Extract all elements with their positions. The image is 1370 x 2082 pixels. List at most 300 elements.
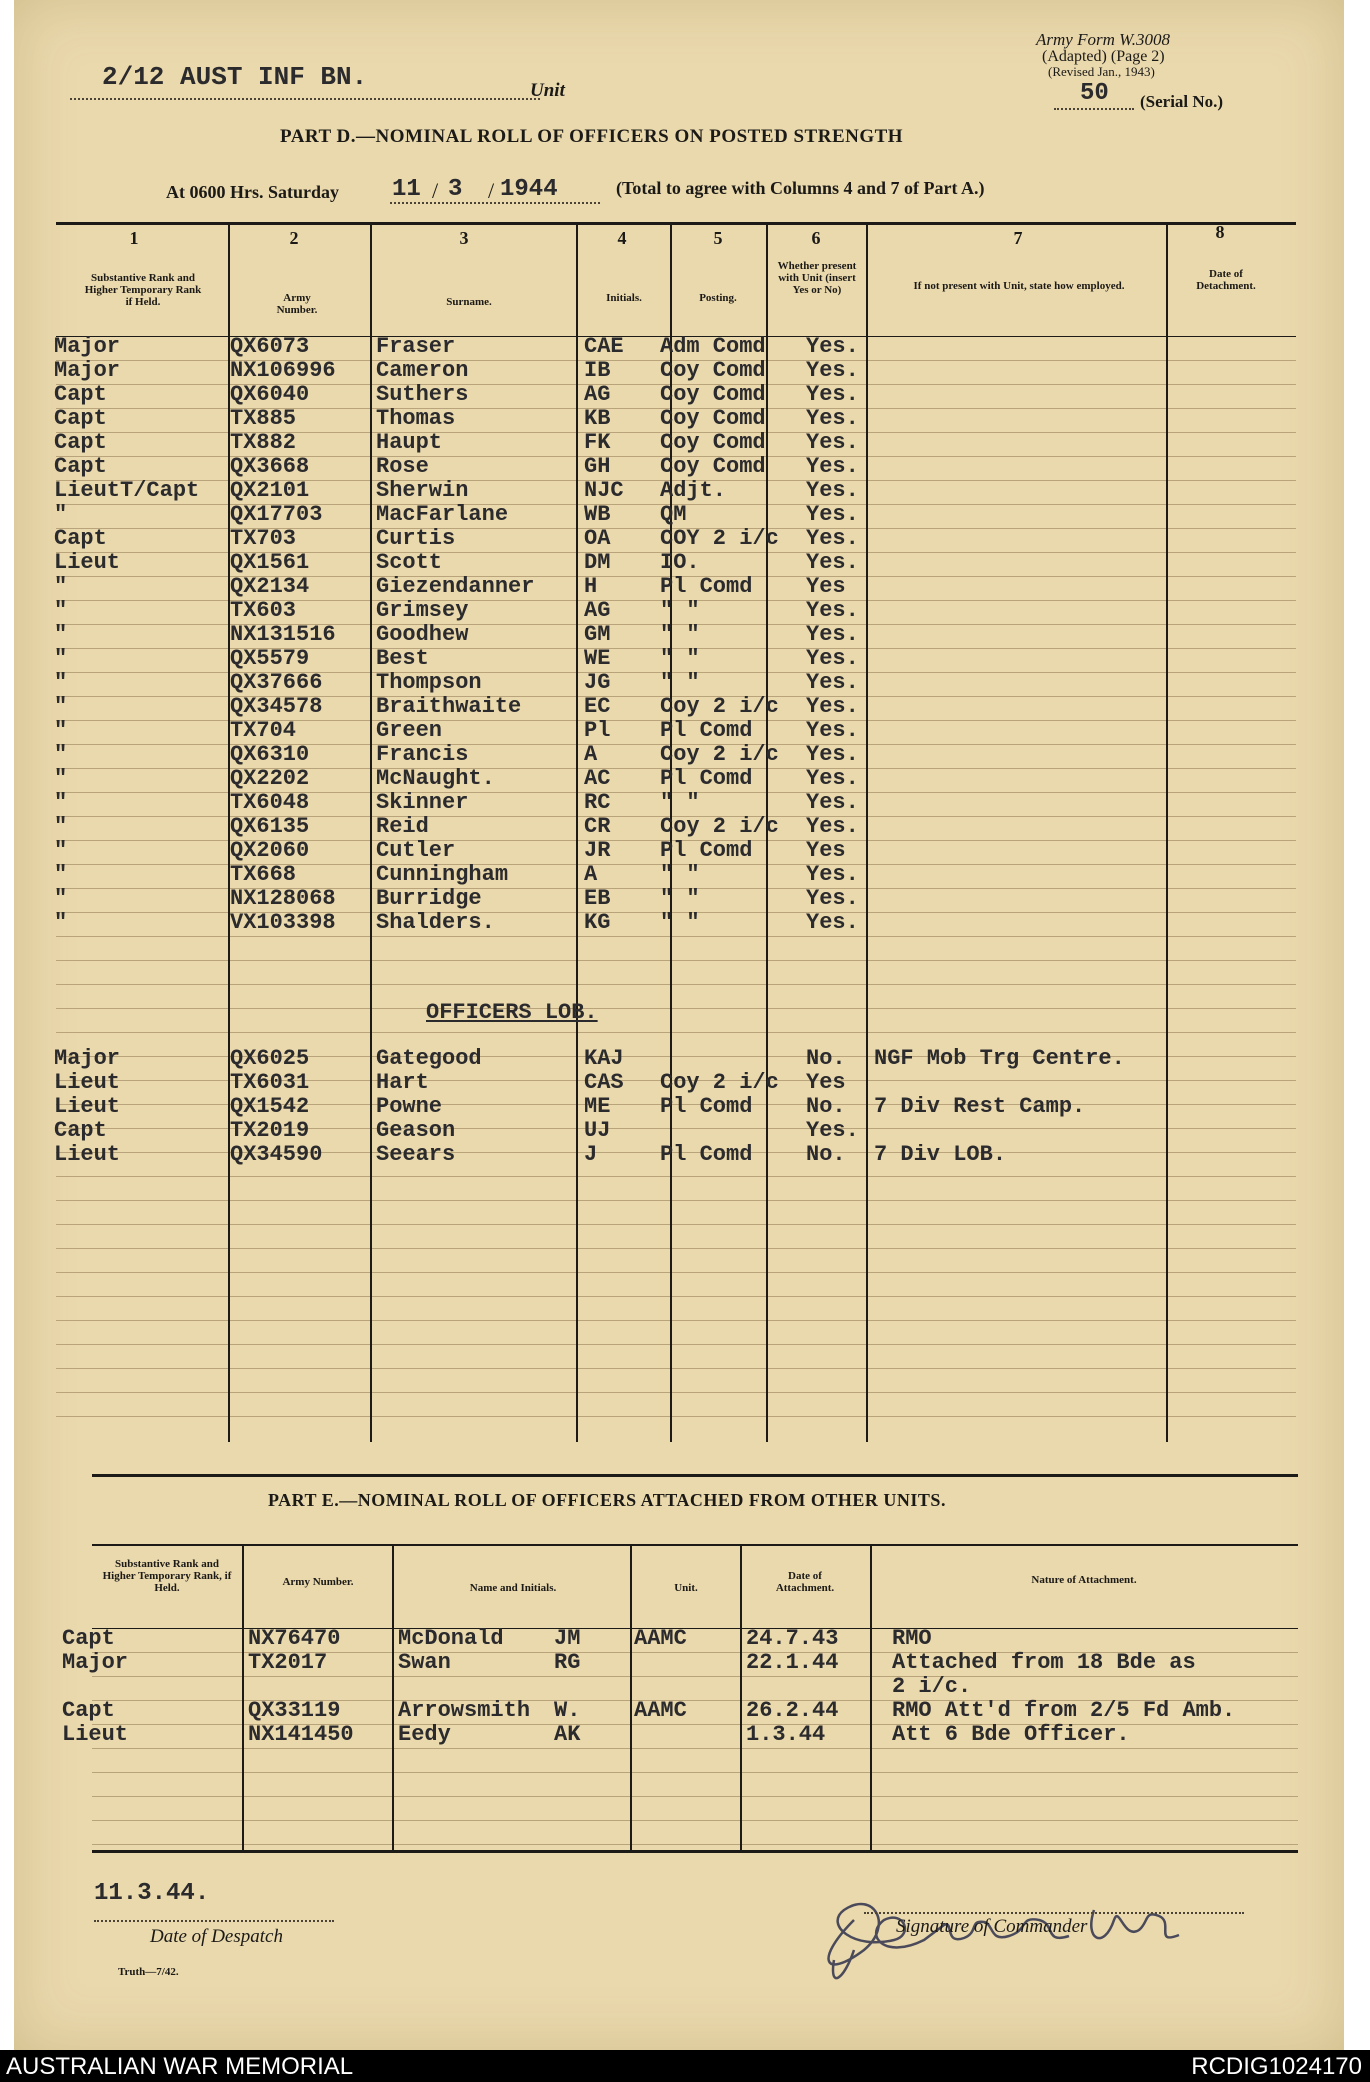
part-e-header-army-number: Army Number. [282,1576,354,1588]
nature-cell: 2 i/c. [892,1674,972,1699]
ruled-line [92,1820,1298,1821]
rank-cell: Capt [54,382,107,407]
nature-cell: Att 6 Bde Officer. [892,1722,1130,1747]
col-number-8: 8 [1215,222,1225,242]
rank-cell: Lieut [62,1722,129,1747]
initials-cell: AG [584,598,611,623]
posting-cell: " " [660,622,700,647]
attachment-date-cell: 24.7.43 [746,1626,839,1651]
archive-id: RCDIG1024170 [1191,2053,1362,2080]
unit-cell: AAMC [634,1626,687,1651]
ruled-line [56,1368,1296,1369]
present-cell: Yes. [806,406,859,431]
surname-cell: Goodhew [376,622,469,647]
rank-cell: LieutT/Capt [54,478,200,503]
employed-cell: 7 Div LOB. [874,1142,1007,1167]
army-number-cell: TX2019 [230,1118,310,1143]
initials-cell: Pl [584,718,611,743]
rank-cell: " [54,598,68,623]
present-cell: Yes. [806,502,859,527]
posting-cell: Pl Comd [660,1142,753,1167]
present-cell: Yes. [806,478,859,503]
table-row [14,718,1314,742]
table-row [14,550,1314,574]
surname-cell: Braithwaite [376,694,522,719]
initials-cell: FK [584,430,611,455]
present-cell: Yes. [806,910,859,935]
army-number-cell: QX6040 [230,382,310,407]
posting-cell: " " [660,646,700,671]
present-cell: No. [806,1046,846,1071]
initials-cell: AK [554,1722,581,1747]
army-number-cell: QX5579 [230,646,310,671]
surname-cell: Cameron [376,358,469,383]
date-slash-2: / [488,178,495,203]
initials-cell: WB [584,502,611,527]
table-row [14,1698,1314,1722]
table-row [14,358,1314,382]
table-row [14,862,1314,886]
table-row [14,910,1314,934]
table-row [14,574,1314,598]
part-d-title: PART D.—NOMINAL ROLL OF OFFICERS ON POSTED STRENGTH [280,126,904,147]
name-cell: Arrowsmith [398,1698,531,1723]
header-rank: Substantive Rank and Higher Temporary Rank if Held. [84,272,202,308]
table-row [14,598,1314,622]
surname-cell: Hart [376,1070,429,1095]
rank-cell: " [54,766,68,791]
surname-cell: Gategood [376,1046,482,1071]
at-hours-label: At 0600 Hrs. Saturday [166,182,340,202]
posting-cell: " " [660,910,700,935]
initials-cell: CAS [584,1070,624,1095]
army-number-cell: QX37666 [230,670,323,695]
surname-cell: Curtis [376,526,456,551]
initials-cell: KG [584,910,611,935]
rank-cell: " [54,814,68,839]
rank-cell: Capt [54,406,107,431]
col-number-6: 6 [811,228,821,248]
signature-label: Signature of Commander [896,1916,1088,1937]
present-cell: Yes. [806,694,859,719]
army-number-cell: NX131516 [230,622,336,647]
surname-cell: Thomas [376,406,456,431]
initials-cell: RC [584,790,611,815]
unit-name: 2/12 AUST INF BN. [102,62,368,92]
surname-cell: Powne [376,1094,443,1119]
total-note: (Total to agree with Columns 4 and 7 of Part A.) [616,178,985,198]
initials-cell: EC [584,694,611,719]
rank-cell: Major [54,358,121,383]
army-number-cell: QX33119 [248,1698,341,1723]
month-value: 3 [448,176,463,203]
posting-cell: " " [660,886,700,911]
table-row [14,670,1314,694]
present-cell: Yes. [806,862,859,887]
initials-cell: EB [584,886,611,911]
surname-cell: Reid [376,814,429,839]
table-row [14,766,1314,790]
army-number-cell: QX2134 [230,574,310,599]
col-number-2: 2 [289,228,299,248]
initials-cell: J [584,1142,598,1167]
ruled-line [56,1296,1296,1297]
surname-cell: Thompson [376,670,482,695]
table-row [14,502,1314,526]
army-number-cell: TX6048 [230,790,310,815]
present-cell: Yes. [806,718,859,743]
rank-cell: Major [54,334,121,359]
surname-cell: Fraser [376,334,456,359]
table-row [14,886,1314,910]
surname-cell: MacFarlane [376,502,509,527]
posting-cell: Adjt. [660,478,727,503]
present-cell: Yes. [806,358,859,383]
rank-cell: " [54,862,68,887]
part-d-top-rule [56,222,1296,225]
initials-cell: GM [584,622,611,647]
rank-cell: " [54,502,68,527]
present-cell: Yes. [806,526,859,551]
posting-cell: Coy Comd [660,358,766,383]
rank-cell: " [54,622,68,647]
army-number-cell: QX6073 [230,334,310,359]
surname-cell: Grimsey [376,598,469,623]
table-row [14,1046,1314,1070]
present-cell: Yes. [806,454,859,479]
posting-cell: Coy 2 i/c [660,814,779,839]
army-number-cell: VX103398 [230,910,336,935]
surname-cell: Seears [376,1142,456,1167]
army-number-cell: TX6031 [230,1070,310,1095]
army-number-cell: TX704 [230,718,297,743]
table-row [14,646,1314,670]
officers-lob-title: OFFICERS LOB. [426,1000,598,1025]
header-employed: If not present with Unit, state how employed. [913,280,1125,292]
ruled-line [92,1796,1298,1797]
surname-cell: Suthers [376,382,469,407]
despatch-date: 11.3.44. [94,1880,210,1907]
present-cell: Yes. [806,646,859,671]
nature-cell: Attached from 18 Bde as [892,1650,1196,1675]
rank-cell: Capt [54,430,107,455]
part-e-header-rule [92,1544,1298,1546]
despatch-label: Date of Despatch [150,1926,283,1947]
present-cell: Yes. [806,550,859,575]
ruled-line [56,1200,1296,1201]
initials-cell: OA [584,526,611,551]
army-number-cell: TX882 [230,430,297,455]
surname-cell: Sherwin [376,478,469,503]
posting-cell: Coy 2 i/c [660,1070,779,1095]
attachment-date-cell: 22.1.44 [746,1650,839,1675]
ruled-line [56,1224,1296,1225]
present-cell: Yes. [806,790,859,815]
army-number-cell: NX106996 [230,358,336,383]
signature-dotted-line [864,1912,1244,1914]
initials-cell: AC [584,766,611,791]
initials-cell: IB [584,358,611,383]
ruled-line [56,1320,1296,1321]
rank-cell: Capt [54,454,107,479]
surname-cell: Francis [376,742,469,767]
rank-cell: Capt [62,1626,115,1651]
army-number-cell: TX2017 [248,1650,328,1675]
posting-cell: IO. [660,550,700,575]
serial-label: (Serial No.) [1140,92,1224,111]
surname-cell: Cunningham [376,862,509,887]
rank-cell: Lieut [54,1070,121,1095]
table-row [14,1626,1314,1650]
rank-cell: Capt [54,1118,107,1143]
ruled-line [56,1416,1296,1417]
initials-cell: ME [584,1094,611,1119]
army-number-cell: QX34590 [230,1142,323,1167]
ruled-line [92,1772,1298,1773]
part-e-header-rank: Substantive Rank and Higher Temporary Rank, if Held. [102,1558,232,1594]
col-number-3: 3 [459,228,469,248]
posting-cell: Adm Comd [660,334,766,359]
army-number-cell: QX2202 [230,766,310,791]
header-initials: Initials. [606,292,642,304]
table-row [14,478,1314,502]
army-number-cell: QX1561 [230,550,310,575]
posting-cell: " " [660,670,700,695]
part-e-top-rule [92,1474,1298,1477]
initials-cell: A [584,742,598,767]
army-number-cell: QX34578 [230,694,323,719]
posting-cell: Coy Comd [660,454,766,479]
army-number-cell: QX2060 [230,838,310,863]
table-row [14,406,1314,430]
rank-cell: Major [62,1650,129,1675]
employed-cell: NGF Mob Trg Centre. [874,1046,1125,1071]
form-sheet [14,0,1344,2050]
initials-cell: GH [584,454,611,479]
posting-cell: Pl Comd [660,718,753,743]
day-value: 11 [392,176,421,203]
present-cell: Yes [806,1070,846,1095]
initials-cell: JG [584,670,611,695]
rank-cell: " [54,694,68,719]
header-army-number: Army Number. [276,292,318,316]
posting-cell: Coy 2 i/c [660,694,779,719]
archive-source: AUSTRALIAN WAR MEMORIAL [6,2053,354,2080]
name-cell: Swan [398,1650,451,1675]
initials-cell: KB [584,406,611,431]
surname-cell: Skinner [376,790,469,815]
table-row [14,742,1314,766]
posting-cell: Coy 2 i/c [660,742,779,767]
present-cell: Yes [806,574,846,599]
date-dotted-line [390,202,600,204]
army-number-cell: NX141450 [248,1722,354,1747]
posting-cell: Coy Comd [660,406,766,431]
rank-cell: Lieut [54,1094,121,1119]
col-number-4: 4 [617,228,627,248]
table-row [14,838,1314,862]
nature-cell: RMO Att'd from 2/5 Fd Amb. [892,1698,1236,1723]
part-e-title: PART E.—NOMINAL ROLL OF OFFICERS ATTACHED FROM OTHER UNITS. [268,1490,946,1510]
rank-cell: " [54,790,68,815]
army-number-cell: QX6025 [230,1046,310,1071]
army-number-cell: QX2101 [230,478,310,503]
header-detachment-date: Date of Detachment. [1196,268,1256,292]
surname-cell: Green [376,718,443,743]
posting-cell: Coy Comd [660,382,766,407]
posting-cell: Pl Comd [660,1094,753,1119]
table-row [14,694,1314,718]
table-row [14,334,1314,358]
posting-cell: COY 2 i/c [660,526,779,551]
name-cell: Eedy [398,1722,451,1747]
surname-cell: Cutler [376,838,456,863]
present-cell: Yes [806,838,846,863]
part-e-header-unit: Unit. [674,1582,698,1594]
col-number-5: 5 [713,228,723,248]
ruled-line [56,1392,1296,1393]
header-surname: Surname. [446,296,492,308]
rank-cell: " [54,646,68,671]
table-row [14,1094,1314,1118]
initials-cell: KAJ [584,1046,624,1071]
surname-cell: Scott [376,550,443,575]
initials-cell: AG [584,382,611,407]
present-cell: No. [806,1142,846,1167]
part-e-header-name: Name and Initials. [469,1582,557,1594]
ruled-line [56,1344,1296,1345]
present-cell: Yes. [806,598,859,623]
ruled-line [92,1748,1298,1749]
form-adapted: (Adapted) (Page 2) [1042,48,1165,65]
col-number-1: 1 [129,228,139,248]
initials-cell: CAE [584,334,624,359]
ruled-line [92,1844,1298,1845]
rank-cell: " [54,910,68,935]
rank-cell: Lieut [54,1142,121,1167]
header-present: Whether present with Unit (insert Yes or No) [777,260,857,296]
posting-cell: QM [660,502,687,527]
nature-cell: RMO [892,1626,932,1651]
surname-cell: Burridge [376,886,482,911]
posting-cell: " " [660,862,700,887]
present-cell: Yes. [806,430,859,455]
army-number-cell: TX603 [230,598,297,623]
army-number-cell: TX703 [230,526,297,551]
rank-cell: " [54,574,68,599]
initials-cell: DM [584,550,611,575]
initials-cell: JR [584,838,611,863]
present-cell: No. [806,1094,846,1119]
posting-cell: " " [660,790,700,815]
despatch-dotted-line [94,1920,334,1922]
unit-label: Unit [530,80,565,101]
initials-cell: A [584,862,598,887]
part-e-header-nature: Nature of Attachment. [1031,1574,1137,1586]
ruled-line [56,960,1296,961]
surname-cell: Best [376,646,429,671]
army-number-cell: QX6135 [230,814,310,839]
col-number-7: 7 [1013,228,1023,248]
initials-cell: NJC [584,478,624,503]
rank-cell: " [54,838,68,863]
army-number-cell: TX668 [230,862,297,887]
part-e-header-date: Date of Attachment. [775,1570,835,1594]
ruled-line [56,1176,1296,1177]
ruled-line [56,1248,1296,1249]
posting-cell: " " [660,598,700,623]
header-posting: Posting. [699,292,737,304]
table-row [14,454,1314,478]
present-cell: Yes. [806,1118,859,1143]
present-cell: Yes. [806,622,859,647]
surname-cell: Haupt [376,430,443,455]
surname-cell: Geason [376,1118,456,1143]
attachment-date-cell: 1.3.44 [746,1722,826,1747]
surname-cell: Rose [376,454,429,479]
ruled-line [56,936,1296,937]
rank-cell: Major [54,1046,121,1071]
initials-cell: RG [554,1650,581,1675]
posting-cell: Pl Comd [660,574,753,599]
year-value: 1944 [500,176,558,203]
surname-cell: McNaught. [376,766,495,791]
posting-cell: Pl Comd [660,766,753,791]
archive-watermark-band [0,2050,1370,2082]
unit-dotted-line [70,98,540,100]
form-revised: (Revised Jan., 1943) [1048,64,1155,79]
initials-cell: UJ [584,1118,611,1143]
date-slash-1: / [432,178,439,203]
army-number-cell: NX76470 [248,1626,341,1651]
table-row [14,1118,1314,1142]
serial-number: 50 [1080,80,1109,107]
table-row [14,382,1314,406]
present-cell: Yes. [806,766,859,791]
attachment-date-cell: 26.2.44 [746,1698,839,1723]
name-cell: McDonald [398,1626,504,1651]
serial-dotted-line [1054,108,1134,110]
present-cell: Yes. [806,382,859,407]
ruled-line [56,1008,1296,1009]
rank-cell: Lieut [54,550,121,575]
rank-cell: Capt [54,526,107,551]
rank-cell: " [54,718,68,743]
army-number-cell: QX3668 [230,454,310,479]
table-row [14,1650,1314,1674]
initials-cell: H [584,574,598,599]
army-number-cell: QX1542 [230,1094,310,1119]
present-cell: Yes. [806,886,859,911]
surname-cell: Giezendanner [376,574,535,599]
rank-cell: " [54,886,68,911]
surname-cell: Shalders. [376,910,495,935]
army-number-cell: QX6310 [230,742,310,767]
army-number-cell: QX17703 [230,502,323,527]
initials-cell: WE [584,646,611,671]
table-row [14,430,1314,454]
army-number-cell: NX128068 [230,886,336,911]
table-row [14,1722,1314,1746]
table-row [14,1142,1314,1166]
initials-cell: JM [554,1626,581,1651]
table-row [14,1070,1314,1094]
posting-cell: Pl Comd [660,838,753,863]
table-row [14,814,1314,838]
employed-cell: 7 Div Rest Camp. [874,1094,1086,1119]
printer-mark: Truth—7/42. [118,1966,179,1978]
posting-cell: Coy Comd [660,430,766,455]
